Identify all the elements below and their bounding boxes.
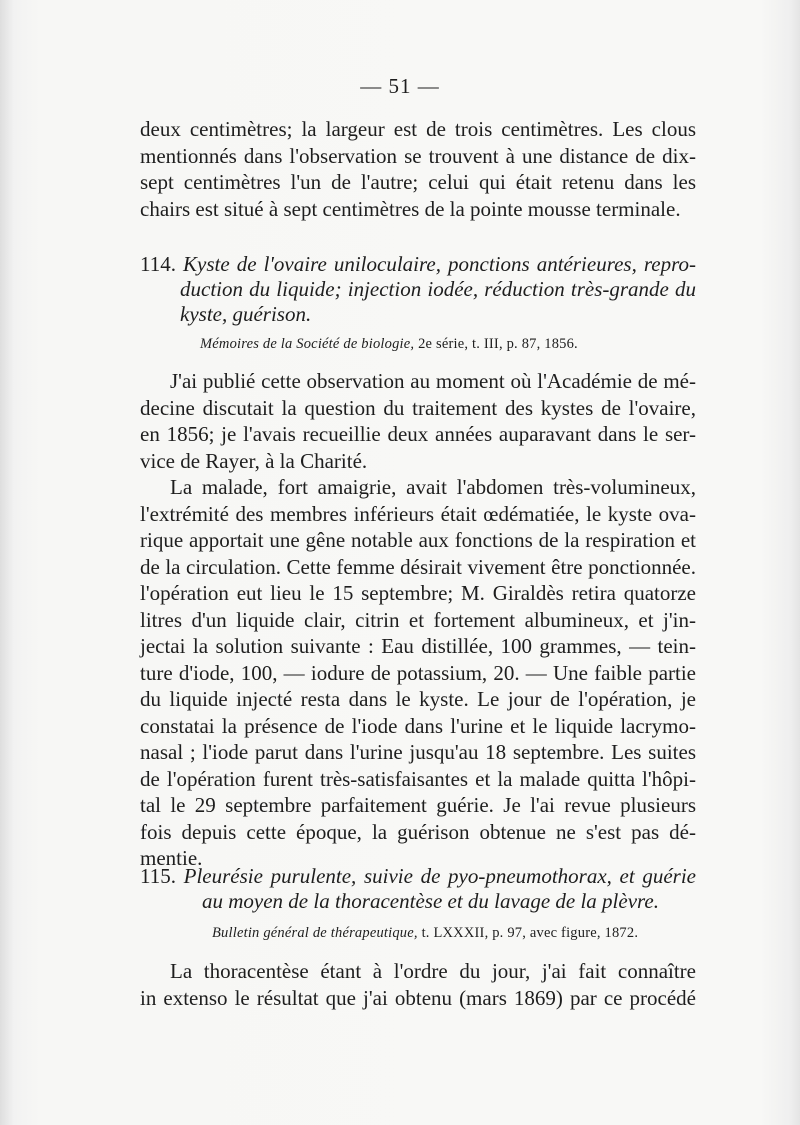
text-line: vice de Rayer, à la Charité. xyxy=(140,448,368,473)
source-title: Mémoires de la Société de biologie, xyxy=(200,336,415,352)
section-115-heading xyxy=(140,864,696,914)
text-line: mentie. xyxy=(140,846,203,870)
text-line: decine discutait la question du traitement des kystes de l'ovaire, xyxy=(140,395,696,420)
heading-line: au moyen de la thoracentèse et du lavage de la plèvre. xyxy=(202,889,659,913)
section-number: 115. xyxy=(140,864,176,888)
text-line: ture d'iode, 100, — iodure de potassium, 20. — Une faible partie xyxy=(140,660,696,685)
text-line: l'extrémité des membres inférieurs était œdématiée, le kyste ova- xyxy=(140,501,696,526)
source-title: Bulletin général de thérapeutique, xyxy=(212,925,418,941)
heading-line: duction du liquide; injection iodée, réduction très-grande du xyxy=(180,277,696,301)
text-line: litres d'un liquide clair, citrin et fortement albumineux, et j'in- xyxy=(140,607,696,632)
heading-line xyxy=(140,252,696,277)
section-115-body xyxy=(140,958,696,1011)
section-114-body xyxy=(140,368,696,872)
text-line: tal le 29 septembre parfaitement guérie. Je l'ai revue plusieurs xyxy=(140,793,696,817)
source-details: t. LXXXII, p. 97, avec figure, 1872. xyxy=(421,925,639,941)
heading-line: kyste, guérison. xyxy=(180,302,312,326)
text-line: mentionnés dans l'observation se trouvent à une distance de dix- xyxy=(140,143,696,168)
text-line: jectai la solution suivante : Eau distillée, 100 grammes, — tein- xyxy=(140,634,696,658)
text-line: chairs est situé à sept centimètres de la pointe mousse terminale. xyxy=(140,196,681,221)
section-114-heading xyxy=(140,252,696,327)
section-number: 114. xyxy=(140,252,176,276)
section-115-source xyxy=(212,925,638,942)
text-line: en 1856; je l'avais recueillie deux années auparavant dans le ser- xyxy=(140,422,696,446)
text-line: constatai la présence de l'iode dans l'urine et le liquide lacrymo- xyxy=(140,713,696,738)
text-line: La malade, fort amaigrie, avait l'abdomen très-volumineux, xyxy=(170,475,696,499)
text-line: fois depuis cette époque, la guérison obtenue ne s'est pas dé- xyxy=(140,819,696,844)
text-line: in extenso le résultat que j'ai obtenu (mars 1869) par ce procédé xyxy=(140,985,696,1010)
text-line: du liquide injecté resta dans le kyste. Le jour de l'opération, je xyxy=(140,687,696,711)
text-line: nasal ; l'iode parut dans l'urine jusqu'au 18 septembre. Les suites xyxy=(140,740,696,764)
text-line: de la circulation. Cette femme désirait vivement être ponctionnée. xyxy=(140,554,696,579)
source-details: 2e série, t. III, p. 87, 1856. xyxy=(418,336,578,352)
text-line: J'ai publié cette observation au moment où l'Académie de mé- xyxy=(170,369,696,393)
heading-line xyxy=(140,864,696,889)
text-line: de l'opération furent très-satisfaisantes et la malade quitta l'hôpi- xyxy=(140,766,696,791)
text-line: rique apportait une gêne notable aux fonctions de la respiration et xyxy=(140,528,696,552)
page-number: — 51 — xyxy=(360,74,440,98)
heading-text: Pleurésie purulente, suivie de pyo-pneumothorax, et guérie xyxy=(183,864,696,888)
text-line: deux centimètres; la largeur est de trois centimètres. Les clous xyxy=(140,117,696,141)
intro-paragraph xyxy=(140,116,696,222)
heading-text: Kyste de l'ovaire uniloculaire, ponctions antérieures, repro- xyxy=(183,252,696,276)
section-114-source xyxy=(200,336,578,353)
text-line: La thoracentèse étant à l'ordre du jour, j'ai fait connaître xyxy=(170,959,696,983)
text-line: l'opération eut lieu le 15 septembre; M. Giraldès retira quatorze xyxy=(140,581,696,605)
text-line: sept centimètres l'un de l'autre; celui qui était retenu dans les xyxy=(140,170,696,194)
